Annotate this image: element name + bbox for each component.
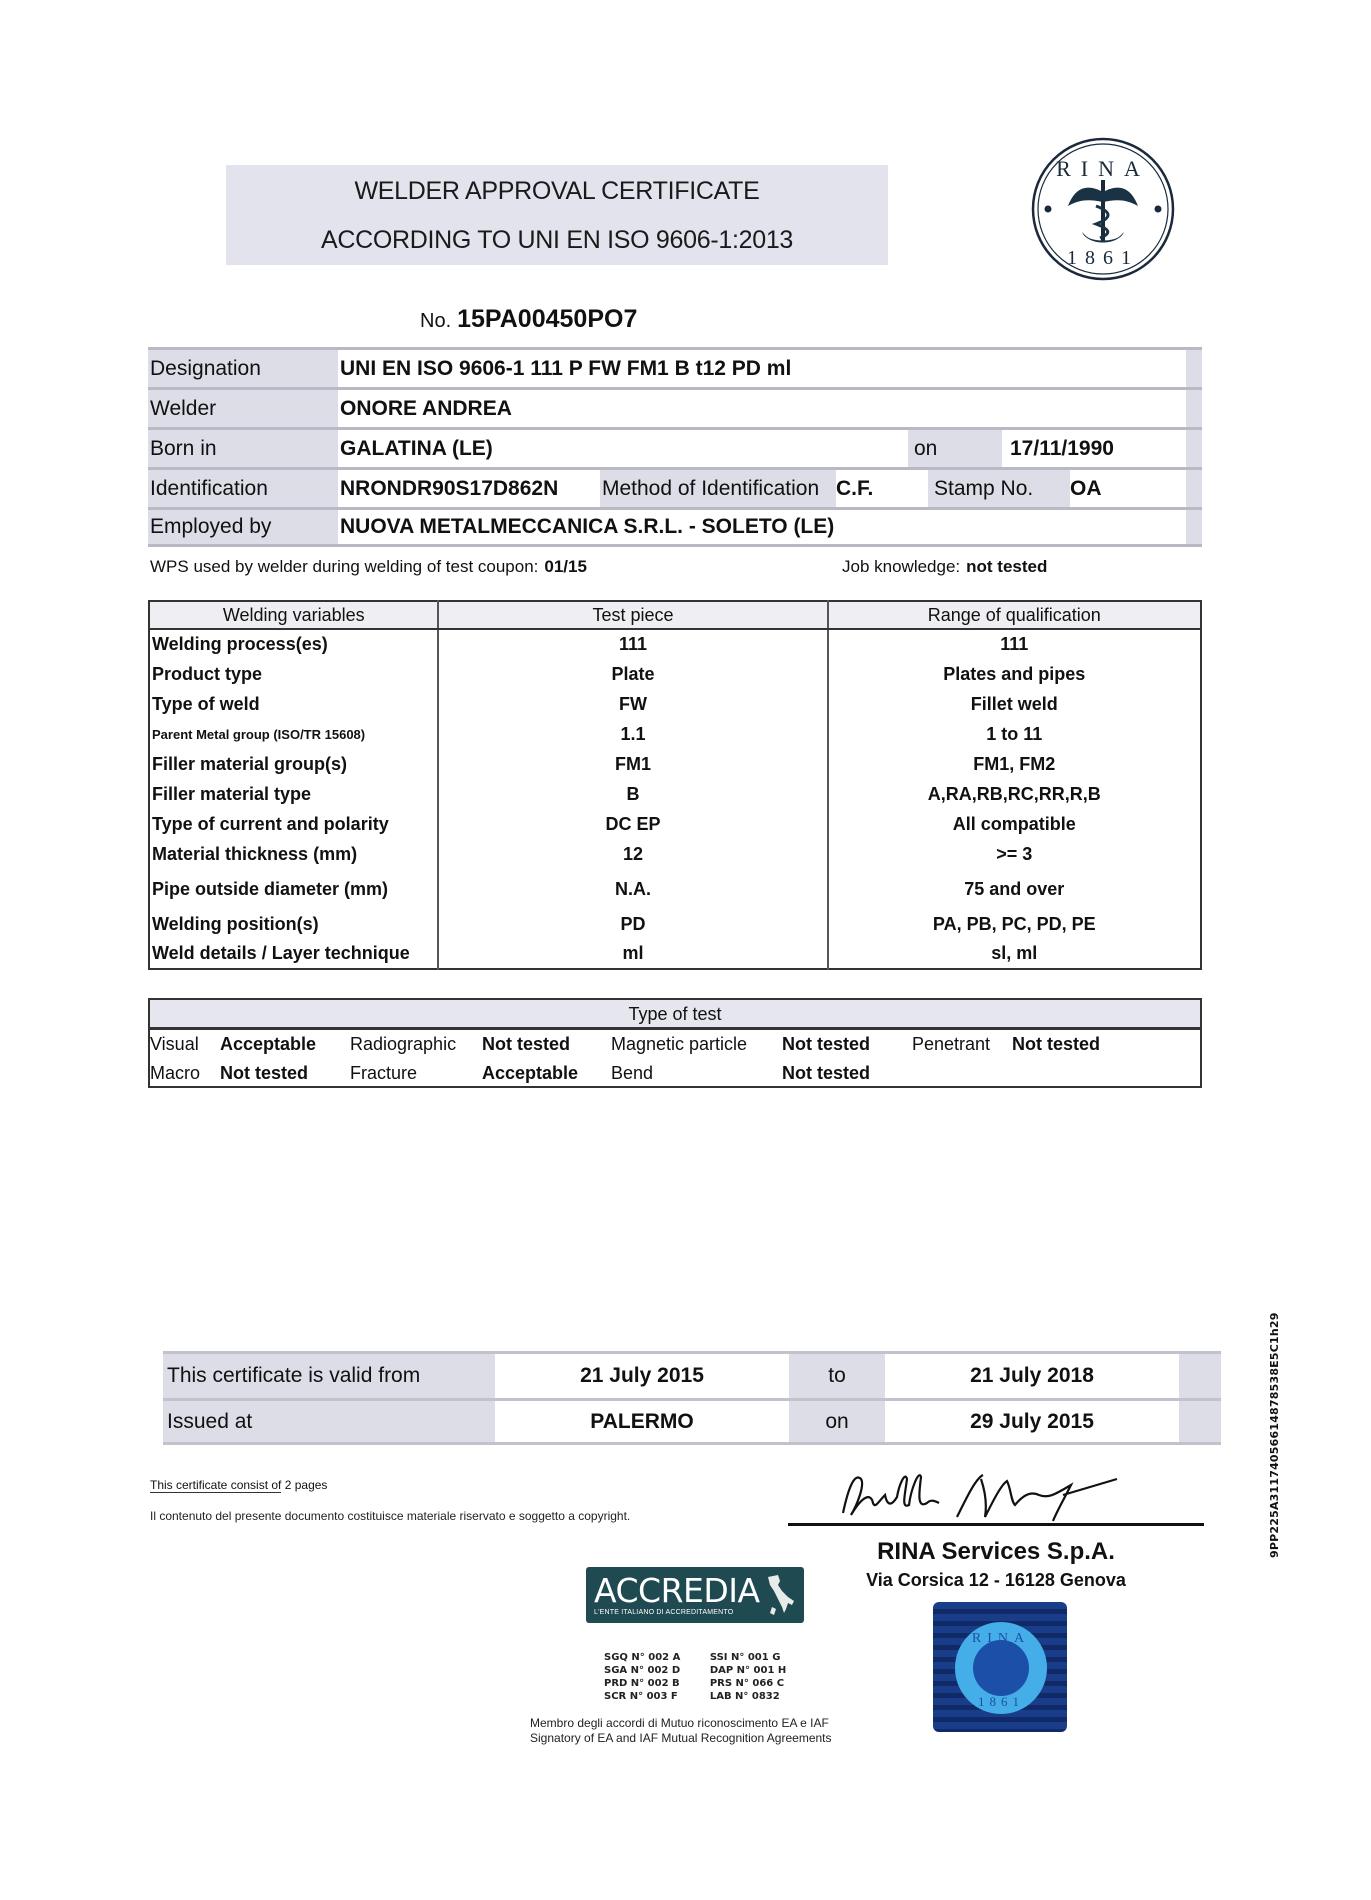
type-of-test-table bbox=[148, 998, 1202, 1088]
stamp-value: OA bbox=[1070, 476, 1102, 500]
test-piece-value: N.A. bbox=[438, 869, 827, 909]
table-row bbox=[149, 629, 1201, 659]
fracture-value: Acceptable bbox=[482, 1063, 579, 1083]
certificate-number-value: 15PA00450PO7 bbox=[457, 305, 638, 333]
row-edge-shade bbox=[1179, 1354, 1221, 1398]
designation-label: Designation bbox=[148, 350, 338, 387]
type-of-test-header: Type of test bbox=[150, 1000, 1200, 1030]
fracture-label: Fracture bbox=[350, 1063, 418, 1083]
table-row bbox=[149, 809, 1201, 839]
job-knowledge-value: not tested bbox=[966, 557, 1048, 576]
accreditation-code: SGA N° 002 D bbox=[604, 1665, 681, 1676]
variable-label: Parent Metal group (ISO/TR 15608) bbox=[149, 719, 438, 749]
issued-row bbox=[163, 1398, 1221, 1445]
hologram-ring bbox=[955, 1622, 1047, 1714]
magnetic-value: Not tested bbox=[782, 1034, 871, 1054]
pages-note-count: 2 pages bbox=[281, 1478, 328, 1492]
certificate-title-box bbox=[226, 165, 888, 265]
svg-text:RINA: RINA bbox=[971, 1631, 1031, 1646]
employed-row bbox=[148, 507, 1202, 547]
born-label: Born in bbox=[148, 430, 338, 467]
table-row bbox=[149, 719, 1201, 749]
accredia-logo bbox=[586, 1567, 804, 1623]
identification-label: Identification bbox=[148, 470, 338, 507]
birth-on-label: on bbox=[908, 430, 1002, 467]
test-piece-value: FW bbox=[438, 689, 827, 719]
pages-note bbox=[150, 1478, 327, 1492]
certificate-number-label: No. bbox=[420, 310, 452, 332]
variable-label: Type of weld bbox=[149, 689, 438, 719]
row-edge-shade bbox=[1186, 430, 1202, 467]
copyright-note: Il contenuto del presente documento costituisce materiale riservato e soggetto a copyright. bbox=[150, 1509, 631, 1523]
test-piece-value: Plate bbox=[438, 659, 827, 689]
variable-label: Filler material group(s) bbox=[149, 749, 438, 779]
svg-text:RINA: RINA bbox=[1056, 156, 1150, 181]
accreditation-code: SSI N° 001 G bbox=[709, 1652, 781, 1663]
range-value: >= 3 bbox=[996, 843, 1033, 864]
rina-hologram-icon bbox=[933, 1602, 1067, 1732]
mutual-recognition-en: Signatory of EA and IAF Mutual Recognition Agreements bbox=[530, 1731, 832, 1745]
accreditation-code: LAB N° 0832 bbox=[709, 1691, 780, 1702]
variable-label: Weld details / Layer technique bbox=[149, 939, 438, 969]
welding-variables-table bbox=[148, 600, 1202, 970]
birth-date-value: 17/11/1990 bbox=[1010, 436, 1114, 460]
mutual-recognition-it: Membro degli accordi di Mutuo riconoscimento EA e IAF bbox=[530, 1716, 829, 1730]
accredia-name: ACCREDIA bbox=[594, 1571, 760, 1610]
signature-line bbox=[788, 1523, 1204, 1526]
test-piece-value: DC EP bbox=[438, 809, 827, 839]
valid-from-label: This certificate is valid from bbox=[163, 1354, 495, 1398]
row-edge-shade bbox=[1179, 1401, 1221, 1442]
range-value: FM1, FM2 bbox=[973, 753, 1056, 774]
issued-at-label: Issued at bbox=[163, 1401, 495, 1442]
table-row bbox=[149, 909, 1201, 939]
svg-text:1861: 1861 bbox=[1067, 247, 1139, 269]
table-row bbox=[149, 689, 1201, 719]
range-value: 111 bbox=[1000, 634, 1029, 654]
accreditation-codes-left bbox=[604, 1651, 680, 1703]
identification-value: NRONDR90S17D862N bbox=[340, 476, 559, 500]
pages-note-underlined: This certificate consist of bbox=[150, 1478, 282, 1492]
certificate-number bbox=[420, 305, 637, 334]
accreditation-codes bbox=[604, 1651, 812, 1703]
table-row bbox=[149, 779, 1201, 809]
svg-text:1861: 1861 bbox=[978, 1694, 1024, 1709]
penetrant-label: Penetrant bbox=[912, 1034, 991, 1054]
identification-row bbox=[148, 467, 1202, 507]
accreditation-code: PRS N° 066 C bbox=[709, 1678, 785, 1689]
company-address: Via Corsica 12 - 16128 Genova bbox=[866, 1570, 1126, 1590]
range-value: PA, PB, PC, PD, PE bbox=[932, 913, 1096, 934]
rina-seal-icon bbox=[1030, 136, 1176, 282]
job-knowledge-label: Job knowledge: bbox=[842, 557, 961, 576]
welder-info-table bbox=[148, 347, 1202, 547]
job-knowledge-line bbox=[842, 557, 1047, 577]
test-piece-value: ml bbox=[438, 939, 827, 969]
test-piece-value: FM1 bbox=[438, 749, 827, 779]
test-piece-value: PD bbox=[438, 909, 827, 939]
visual-value: Acceptable bbox=[220, 1034, 317, 1054]
born-value: GALATINA (LE) bbox=[340, 436, 493, 460]
range-value: All compatible bbox=[952, 813, 1076, 834]
row-edge-shade bbox=[1186, 470, 1202, 507]
validity-row bbox=[163, 1351, 1221, 1398]
header-welding-variables: Welding variables bbox=[149, 601, 438, 629]
range-value: A,RA,RB,RC,RR,R,B bbox=[927, 783, 1101, 804]
valid-to-value: 21 July 2018 bbox=[970, 1364, 1094, 1387]
validity-box bbox=[163, 1351, 1221, 1445]
welder-value: ONORE ANDREA bbox=[340, 396, 512, 420]
valid-to-label: to bbox=[789, 1354, 885, 1398]
header-test-piece: Test piece bbox=[438, 601, 827, 629]
welder-label: Welder bbox=[148, 390, 338, 427]
designation-value: UNI EN ISO 9606-1 111 P FW FM1 B t12 PD ml bbox=[340, 356, 792, 380]
row-edge-shade bbox=[1186, 510, 1202, 544]
certificate-title: WELDER APPROVAL CERTIFICATE bbox=[354, 177, 760, 205]
table-row bbox=[149, 939, 1201, 969]
magnetic-label: Magnetic particle bbox=[611, 1034, 748, 1054]
bend-value: Not tested bbox=[782, 1063, 871, 1083]
table-row bbox=[149, 749, 1201, 779]
variable-label: Product type bbox=[149, 659, 438, 689]
macro-value: Not tested bbox=[220, 1063, 309, 1083]
range-value: 75 and over bbox=[964, 878, 1065, 899]
accreditation-codes-right bbox=[710, 1651, 786, 1703]
table-header-row bbox=[149, 601, 1201, 629]
variable-label: Welding position(s) bbox=[149, 909, 438, 939]
radiographic-label: Radiographic bbox=[350, 1034, 457, 1054]
accreditation-code: SCR N° 003 F bbox=[604, 1691, 678, 1702]
document-serial: 9PP225A31174056614878538E5C1h29 bbox=[1268, 1312, 1281, 1558]
accreditation-code: PRD N° 002 B bbox=[604, 1678, 680, 1689]
variable-label: Filler material type bbox=[149, 779, 438, 809]
issued-at-value: PALERMO bbox=[590, 1409, 694, 1433]
row-edge-shade bbox=[1186, 390, 1202, 427]
designation-row bbox=[148, 347, 1202, 387]
accreditation-code: SGQ N° 002 A bbox=[604, 1652, 681, 1663]
variable-label: Material thickness (mm) bbox=[149, 839, 438, 869]
test-row-1 bbox=[150, 1030, 1200, 1059]
test-piece-value: 1.1 bbox=[438, 719, 827, 749]
variable-label: Type of current and polarity bbox=[149, 809, 438, 839]
issued-on-value: 29 July 2015 bbox=[970, 1409, 1094, 1433]
macro-label: Macro bbox=[150, 1063, 201, 1083]
variable-label: Pipe outside diameter (mm) bbox=[149, 869, 438, 909]
variable-label: Welding process(es) bbox=[149, 629, 438, 659]
table-row bbox=[149, 659, 1201, 689]
wps-value: 01/15 bbox=[544, 557, 587, 576]
radiographic-value: Not tested bbox=[482, 1034, 571, 1054]
valid-from-value: 21 July 2015 bbox=[580, 1364, 704, 1387]
row-edge-shade bbox=[1186, 350, 1202, 387]
header-range: Range of qualification bbox=[828, 601, 1201, 629]
range-value: 1 to 11 bbox=[986, 723, 1043, 744]
employed-value: NUOVA METALMECCANICA S.R.L. - SOLETO (LE) bbox=[340, 515, 835, 538]
mutual-recognition-note bbox=[530, 1716, 832, 1746]
issued-on-label: on bbox=[789, 1401, 885, 1442]
test-row-2 bbox=[150, 1059, 1200, 1088]
visual-label: Visual bbox=[150, 1034, 199, 1054]
signature bbox=[835, 1465, 1155, 1525]
method-label: Method of Identification bbox=[600, 470, 836, 507]
test-piece-value: 12 bbox=[438, 839, 827, 869]
penetrant-value: Not tested bbox=[1012, 1034, 1101, 1054]
range-value: Plates and pipes bbox=[943, 663, 1086, 684]
accredia-subtitle: L'ENTE ITALIANO DI ACCREDITAMENTO bbox=[594, 1609, 734, 1616]
stamp-label: Stamp No. bbox=[928, 470, 1070, 507]
accreditation-code: DAP N° 001 H bbox=[709, 1665, 787, 1676]
welder-row bbox=[148, 387, 1202, 427]
bend-label: Bend bbox=[611, 1063, 654, 1083]
test-piece-value: B bbox=[438, 779, 827, 809]
certificate-subtitle: ACCORDING TO UNI EN ISO 9606-1:2013 bbox=[320, 226, 794, 254]
table-row bbox=[149, 839, 1201, 869]
company-name: RINA Services S.p.A. bbox=[877, 1538, 1115, 1565]
italy-map-icon bbox=[766, 1573, 796, 1617]
born-row bbox=[148, 427, 1202, 467]
wps-label: WPS used by welder during welding of test coupon: bbox=[150, 557, 539, 576]
range-value: Fillet weld bbox=[970, 693, 1058, 714]
range-value: sl, ml bbox=[991, 943, 1038, 963]
employed-label: Employed by bbox=[148, 510, 338, 544]
wps-line bbox=[150, 557, 587, 577]
table-row bbox=[149, 869, 1201, 909]
method-value: C.F. bbox=[836, 476, 874, 500]
test-piece-value: 111 bbox=[438, 629, 827, 659]
